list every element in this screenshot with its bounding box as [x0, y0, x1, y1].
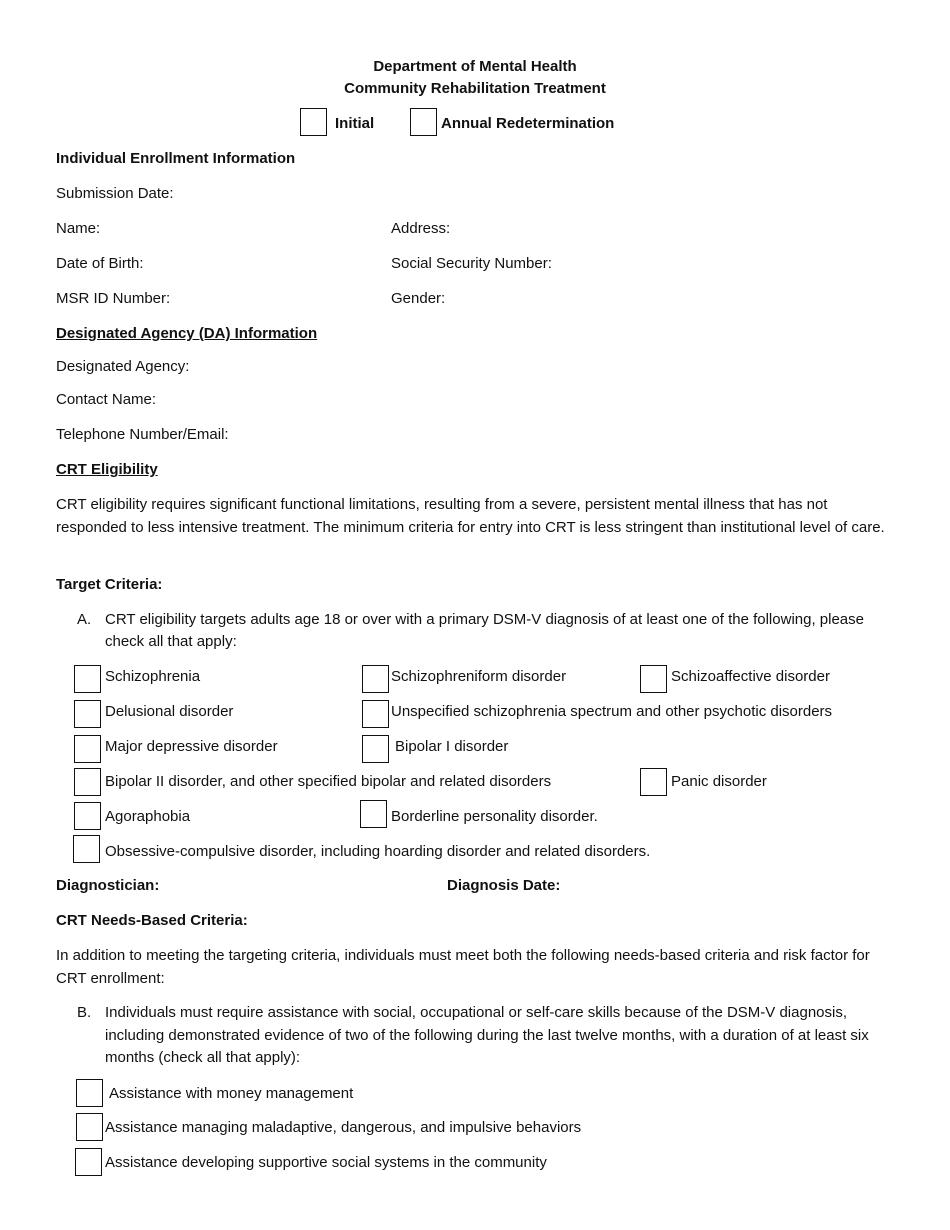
department-title: Department of Mental Health [373, 58, 577, 75]
major-depressive-checkbox[interactable] [74, 735, 101, 763]
delusional-checkbox[interactable] [74, 700, 101, 728]
schizophrenia-label: Schizophrenia [105, 668, 201, 685]
target-marker: A. [77, 611, 92, 628]
enrollment-heading: Individual Enrollment Information [56, 150, 296, 167]
social-systems-checkbox[interactable] [75, 1148, 102, 1176]
money-management-label: Assistance with money management [109, 1085, 354, 1102]
eligibility-paragraph: CRT eligibility requires significant functional limitations, resulting from a severe, persistent mental illness that has not responded to less intensive treatment. The minimum criteria for entry into CRT is less stringent than institutional level of care. [56, 496, 885, 536]
name-label: Name: [56, 220, 101, 237]
social-systems-label: Assistance developing supportive social systems in the community [105, 1154, 547, 1171]
needs-marker: B. [77, 1004, 92, 1021]
unspecified-schizophrenia-checkbox[interactable] [362, 700, 389, 728]
bipolar-i-checkbox[interactable] [362, 735, 389, 763]
schizoaffective-label: Schizoaffective disorder [671, 668, 830, 685]
needs-heading: CRT Needs-Based Criteria: [56, 912, 248, 929]
gender-label: Gender: [391, 290, 446, 307]
needs-paragraph: In addition to meeting the targeting criteria, individuals must meet both the following needs-based criteria and risk factor for CRT enrollment: [56, 947, 870, 987]
schizophreniform-checkbox[interactable] [362, 665, 389, 693]
unspecified-schizophrenia-label: Unspecified schizophrenia spectrum and other psychotic disorders [391, 703, 833, 720]
bipolar-ii-label: Bipolar II disorder, and other specified bipolar and related disorders [105, 773, 552, 790]
annual-redetermination-checkbox[interactable] [410, 108, 437, 136]
panic-disorder-label: Panic disorder [671, 773, 767, 790]
initial-checkbox[interactable] [300, 108, 327, 136]
maladaptive-behaviors-checkbox[interactable] [76, 1113, 103, 1141]
phone-email-label: Telephone Number/Email: [56, 426, 229, 443]
needs-text: Individuals must require assistance with social, occupational or self-care skills because of the DSM-V diagnosis, including demonstrated evidence of two of the following during the last twelve months, with a duration of at least six months (check all that apply): [105, 1004, 869, 1066]
program-title: Community Rehabilitation Treatment [344, 80, 606, 97]
dob-label: Date of Birth: [56, 255, 144, 272]
schizophreniform-label: Schizophreniform disorder [391, 668, 567, 685]
diagnosis-date-label: Diagnosis Date: [447, 877, 561, 894]
borderline-label: Borderline personality disorder. [391, 808, 598, 825]
contact-name-label: Contact Name: [56, 391, 157, 408]
bipolar-i-label: Bipolar I disorder [395, 738, 509, 755]
target-text: CRT eligibility targets adults age 18 or over with a primary DSM-V diagnosis of at least one of the following, please check all that apply: [105, 611, 864, 650]
agoraphobia-checkbox[interactable] [74, 802, 101, 830]
maladaptive-behaviors-label: Assistance managing maladaptive, dangerous, and impulsive behaviors [105, 1119, 582, 1136]
initial-label: Initial [335, 115, 375, 132]
delusional-label: Delusional disorder [105, 703, 234, 720]
panic-disorder-checkbox[interactable] [640, 768, 667, 796]
money-management-checkbox[interactable] [76, 1079, 103, 1107]
ocd-checkbox[interactable] [73, 835, 100, 863]
msr-id-label: MSR ID Number: [56, 290, 171, 307]
borderline-checkbox[interactable] [360, 800, 387, 828]
agoraphobia-label: Agoraphobia [105, 808, 191, 825]
schizoaffective-checkbox[interactable] [640, 665, 667, 693]
annual-redetermination-label: Annual Redetermination [441, 115, 615, 132]
schizophrenia-checkbox[interactable] [74, 665, 101, 693]
diagnostician-label: Diagnostician: [56, 877, 160, 894]
eligibility-heading: CRT Eligibility [56, 461, 158, 478]
ssn-label: Social Security Number: [391, 255, 552, 272]
address-label: Address: [391, 220, 451, 237]
submission-date-label: Submission Date: [56, 185, 174, 202]
designated-agency-label: Designated Agency: [56, 358, 190, 375]
bipolar-ii-checkbox[interactable] [74, 768, 101, 796]
agency-heading: Designated Agency (DA) Information [56, 325, 318, 342]
target-criteria-heading: Target Criteria: [56, 576, 163, 593]
major-depressive-label: Major depressive disorder [105, 738, 278, 755]
ocd-label: Obsessive-compulsive disorder, including hoarding disorder and related disorders. [105, 843, 651, 860]
